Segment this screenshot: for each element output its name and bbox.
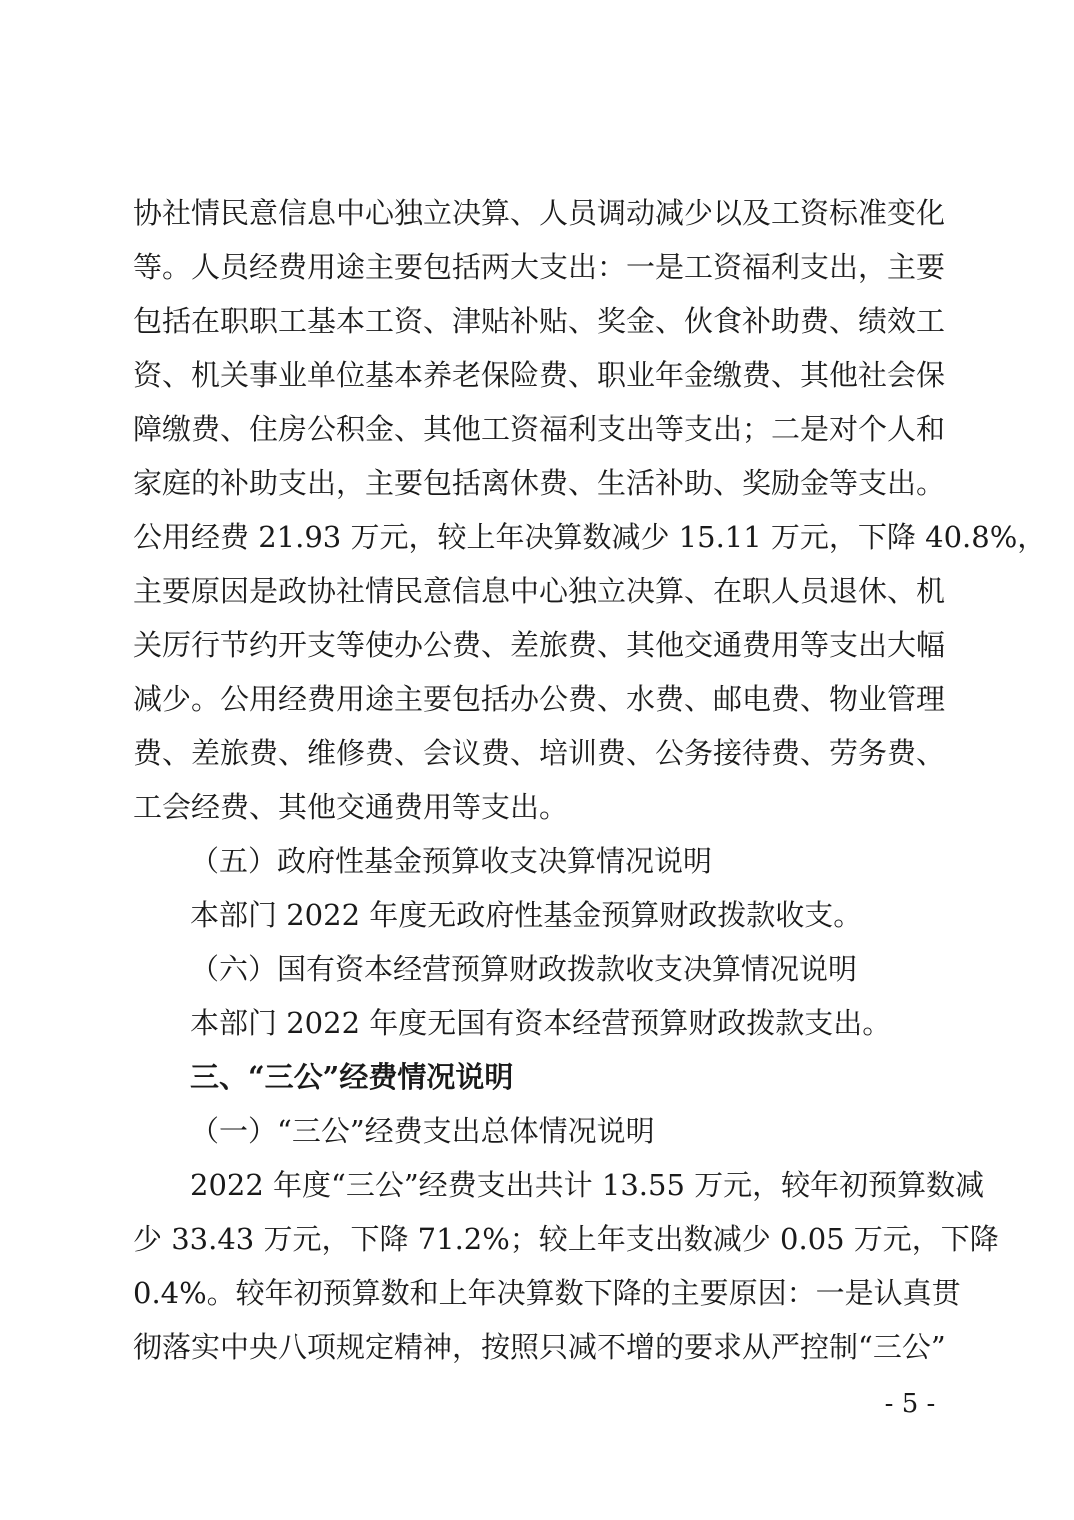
body-text-line: 费、差旅费、维修费、会议费、培训费、公务接待费、劳务费、 [133, 736, 946, 770]
body-text-line: 主要原因是政协社情民意信息中心独立决算、在职人员退休、机 [133, 574, 946, 608]
page-number: - 5 - [884, 1389, 936, 1419]
section-heading: （六）国有资本经营预算财政拨款收支决算情况说明 [190, 952, 858, 986]
body-text-line: 减少。公用经费用途主要包括办公费、水费、邮电费、物业管理 [133, 682, 946, 716]
body-text-line: 等。人员经费用途主要包括两大支出：一是工资福利支出，主要 [133, 250, 946, 284]
section-heading: （五）政府性基金预算收支决算情况说明 [190, 844, 713, 878]
body-text-line: 包括在职职工基本工资、津贴补贴、奖金、伙食补助费、绩效工 [133, 304, 946, 338]
body-text-line: 少 33.43 万元，下降 71.2%；较上年支出数减少 0.05 万元，下降 [133, 1222, 999, 1256]
body-text-line: 本部门 2022 年度无国有资本经营预算财政拨款支出。 [190, 1006, 892, 1040]
body-text-line: 本部门 2022 年度无政府性基金预算财政拨款收支。 [190, 898, 863, 932]
body-text-line: 0.4%。较年初预算数和上年决算数下降的主要原因：一是认真贯 [133, 1276, 961, 1310]
body-text-line: 协社情民意信息中心独立决算、人员调动减少以及工资标准变化 [133, 196, 946, 230]
body-text-line: 资、机关事业单位基本养老保险费、职业年金缴费、其他社会保 [133, 358, 946, 392]
body-text-line: 障缴费、住房公积金、其他工资福利支出等支出；二是对个人和 [133, 412, 946, 446]
chapter-heading: 三、“三公”经费情况说明 [190, 1060, 514, 1094]
body-text-line: 工会经费、其他交通费用等支出。 [133, 790, 569, 824]
body-text-line: 2022 年度“三公”经费支出共计 13.55 万元，较年初预算数减 [190, 1168, 985, 1202]
body-text-line: 彻落实中央八项规定精神，按照只减不增的要求从严控制“三公” [133, 1330, 946, 1364]
body-text-line: 关厉行节约开支等使办公费、差旅费、其他交通费用等支出大幅 [133, 628, 946, 662]
body-text-line: 公用经费 21.93 万元，较上年决算数减少 15.11 万元，下降 40.8%， [133, 520, 1047, 554]
section-heading: （一）“三公”经费支出总体情况说明 [190, 1114, 655, 1148]
body-text-line: 家庭的补助支出，主要包括离休费、生活补助、奖励金等支出。 [133, 466, 946, 500]
